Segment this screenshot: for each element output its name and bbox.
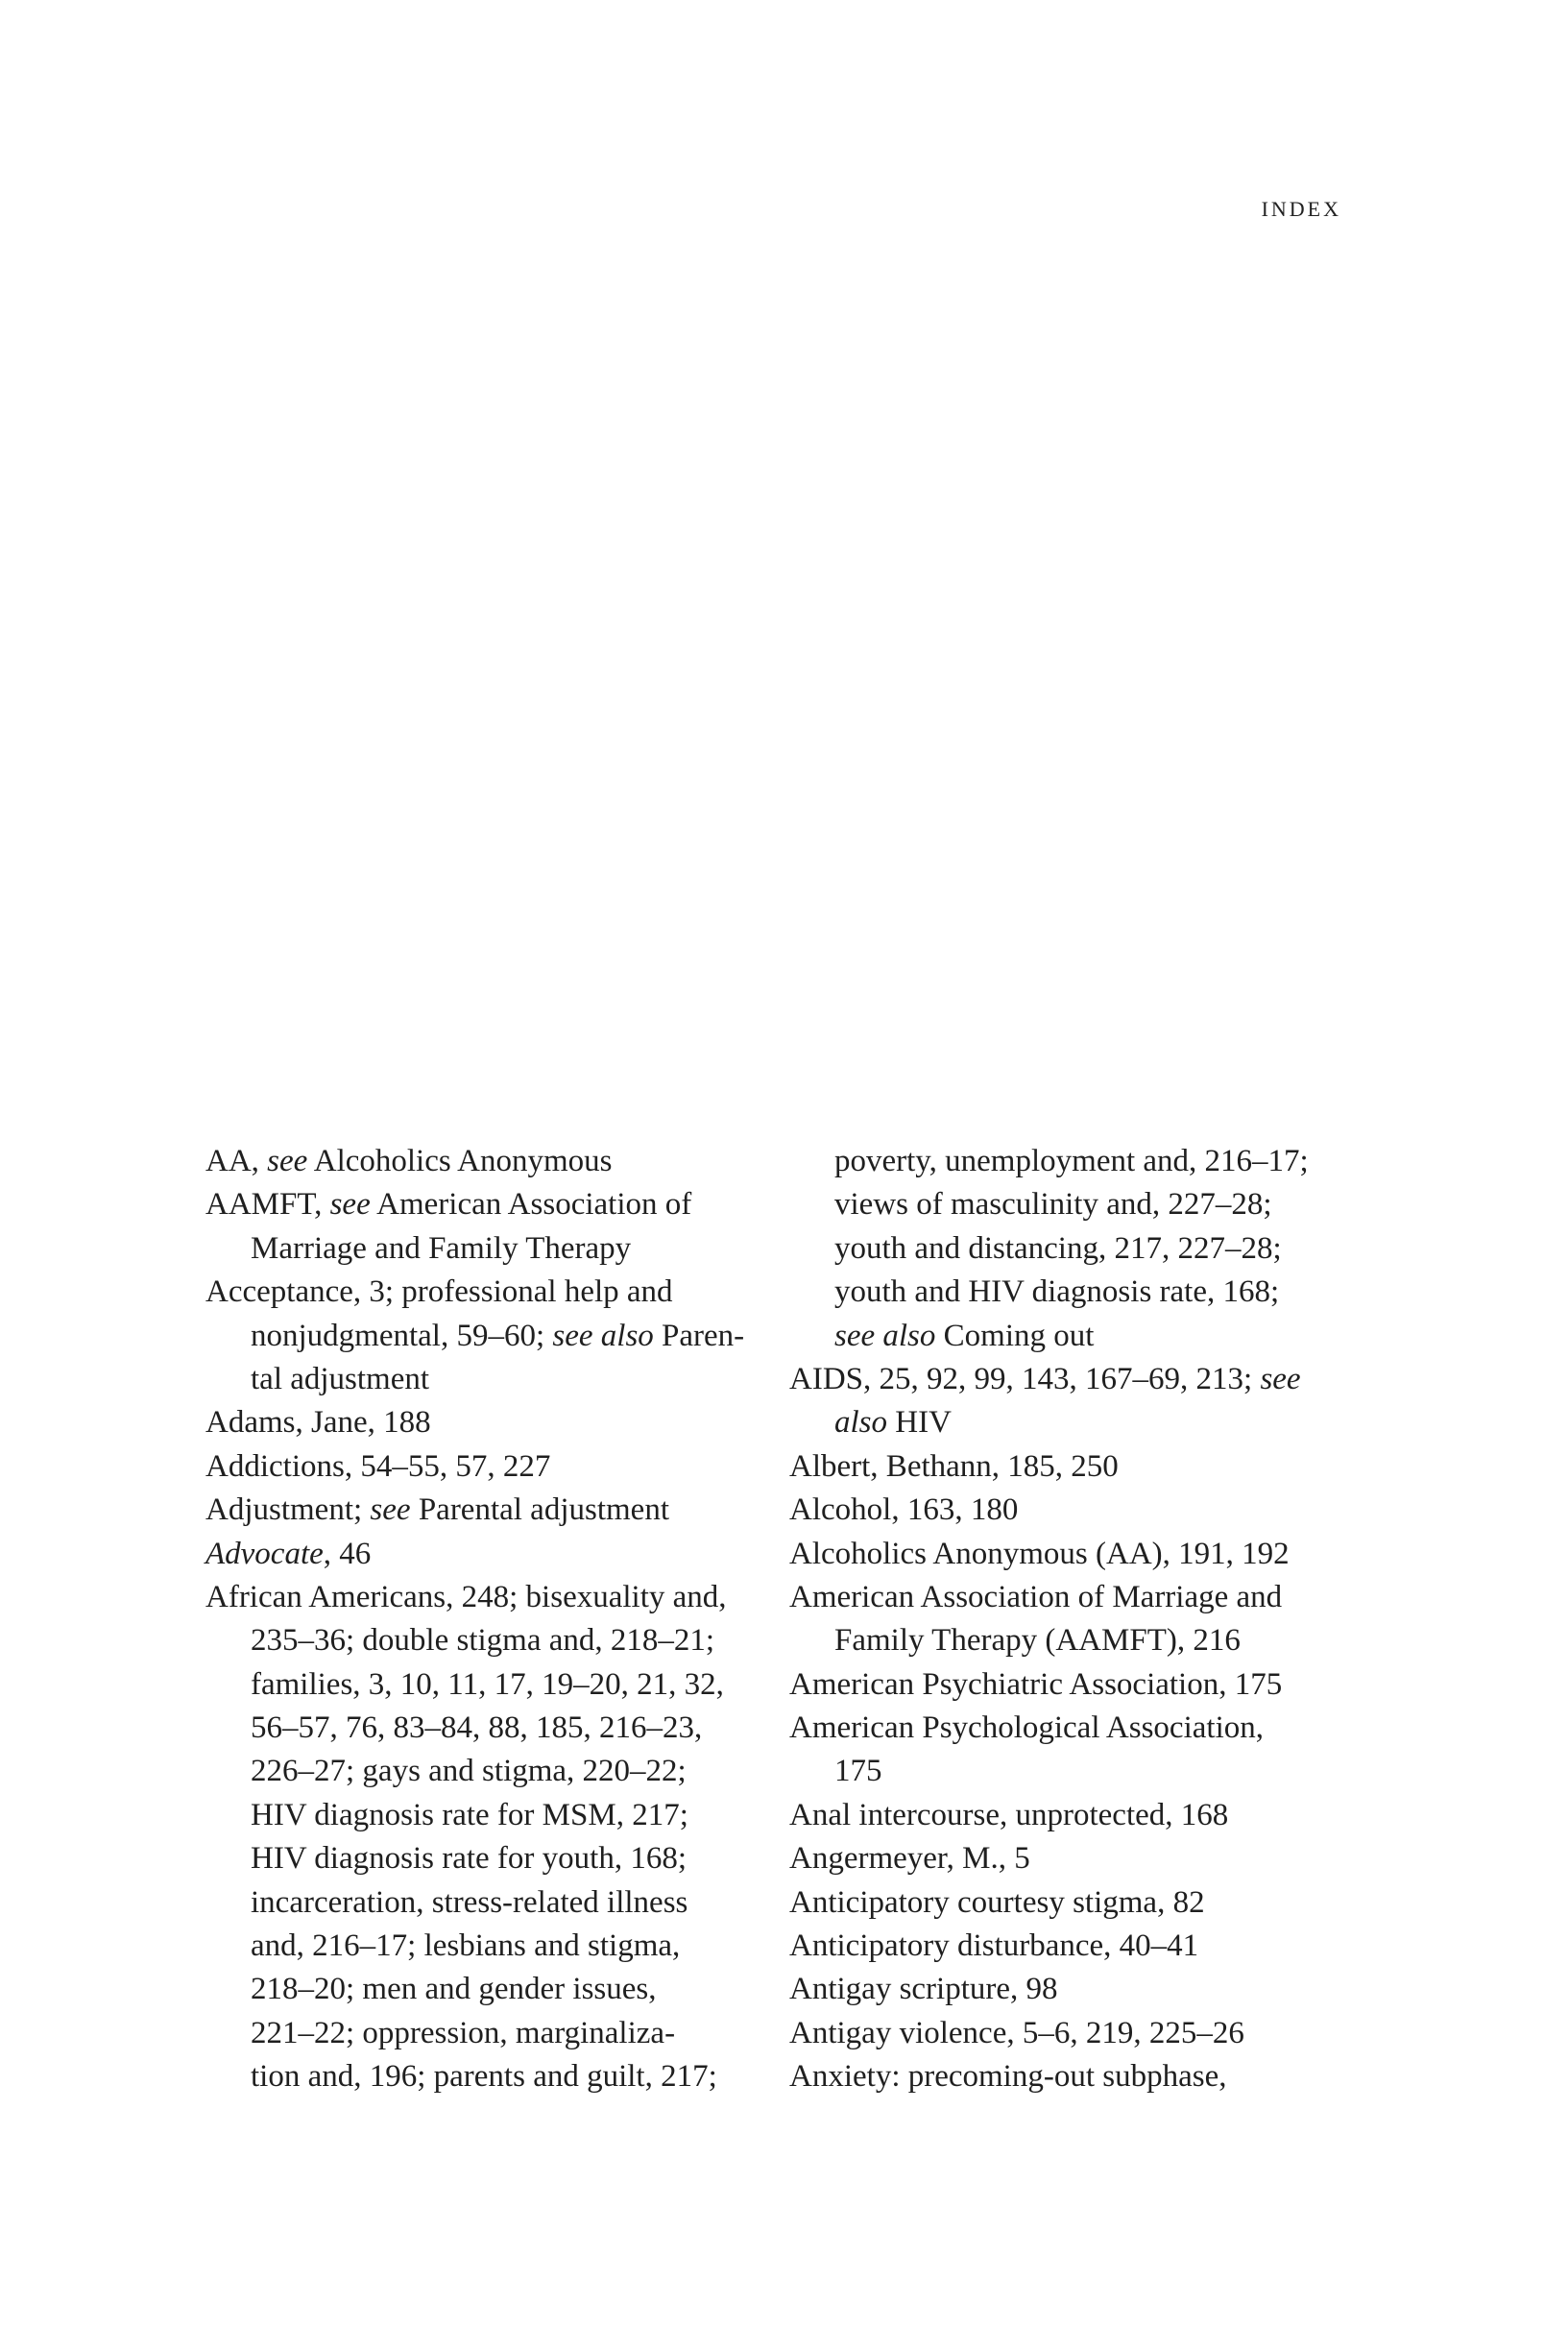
index-italic-text: see also — [552, 1318, 654, 1353]
index-text: Paren- — [653, 1318, 745, 1353]
index-italic-text: see — [1260, 1361, 1301, 1396]
index-line — [789, 1750, 1365, 1793]
index-text: African Americans, 248; bisexuality and, — [205, 1579, 727, 1614]
index-text: HIV diagnosis rate for youth, 168; — [251, 1841, 687, 1877]
index-line — [205, 1271, 753, 1314]
index-line — [205, 1315, 753, 1358]
index-text: 175 — [834, 1754, 882, 1789]
index-line — [789, 1183, 1365, 1226]
index-text: AAMFT, — [205, 1187, 330, 1223]
index-text: nonjudgmental, 59–60; — [251, 1318, 553, 1353]
index-line — [205, 1576, 753, 1619]
index-line — [205, 1619, 753, 1662]
index-text: tal adjustment — [251, 1361, 430, 1396]
index-line — [205, 1445, 753, 1489]
index-line — [789, 1271, 1365, 1314]
index-line — [205, 1881, 753, 1925]
index-text: AIDS, 25, 92, 99, 143, 167–69, 213; — [789, 1361, 1261, 1396]
page-title: index — [1261, 188, 1341, 223]
index-line — [205, 1533, 753, 1576]
index-line — [789, 1925, 1365, 1968]
index-line — [205, 1140, 753, 1183]
index-line — [205, 1925, 753, 1968]
index-line — [205, 1794, 753, 1837]
index-text: Anticipatory disturbance, 40–41 — [789, 1928, 1199, 1964]
index-text: Alcohol, 163, 180 — [789, 1492, 1019, 1528]
index-line — [789, 1401, 1365, 1444]
index-text: , 46 — [323, 1536, 372, 1571]
index-text: 221–22; oppression, marginaliza- — [251, 2015, 676, 2050]
index-line — [205, 1183, 753, 1226]
index-italic-text: see also — [834, 1318, 936, 1353]
index-italic-text: see — [329, 1187, 371, 1223]
index-line — [789, 1576, 1365, 1619]
index-text: American Psychiatric Association, 175 — [789, 1666, 1283, 1702]
index-line — [789, 1837, 1365, 1880]
index-text: AA, — [205, 1144, 268, 1178]
index-text: Alcoholics Anonymous — [307, 1144, 613, 1178]
index-line — [205, 1968, 753, 2011]
index-line — [205, 1358, 753, 1401]
index-line — [205, 1489, 753, 1532]
index-line — [205, 2055, 753, 2098]
index-text: Adams, Jane, 188 — [205, 1405, 431, 1441]
index-text: and, 216–17; lesbians and stigma, — [251, 1928, 681, 1964]
index-line — [789, 1358, 1365, 1401]
index-text: Coming out — [935, 1318, 1095, 1353]
index-text: families, 3, 10, 11, 17, 19–20, 21, 32, — [251, 1666, 724, 1702]
index-line — [205, 1837, 753, 1880]
index-text: American Association of Marriage and — [789, 1579, 1283, 1614]
index-line — [789, 1619, 1365, 1662]
index-line — [789, 1968, 1365, 2011]
index-text: poverty, unemployment and, 216–17; — [834, 1144, 1309, 1178]
index-line — [789, 2055, 1365, 2098]
index-text: Antigay scripture, 98 — [789, 1972, 1058, 2007]
index-text: Anxiety: precoming-out subphase, — [789, 2059, 1227, 2095]
index-line — [789, 1881, 1365, 1925]
index-text: Parental adjustment — [410, 1492, 669, 1528]
index-text: 226–27; gays and stigma, 220–22; — [251, 1754, 687, 1789]
index-line — [789, 1445, 1365, 1489]
index-line — [205, 1707, 753, 1750]
index-line — [789, 1489, 1365, 1532]
index-text: Antigay violence, 5–6, 219, 225–26 — [789, 2015, 1244, 2050]
index-italic-text: also — [834, 1405, 888, 1441]
index-line — [789, 1227, 1365, 1271]
index-line — [789, 1663, 1365, 1707]
index-text: youth and HIV diagnosis rate, 168; — [834, 1274, 1280, 1310]
index-text: Anticipatory courtesy stigma, 82 — [789, 1884, 1205, 1920]
index-text: HIV diagnosis rate for MSM, 217; — [251, 1797, 688, 1832]
index-line — [205, 1750, 753, 1793]
index-text: Adjustment; — [205, 1492, 371, 1528]
index-line — [789, 1707, 1365, 1750]
index-column-right — [789, 1140, 1365, 2099]
index-text: HIV — [887, 1405, 952, 1441]
index-text: American Association of — [370, 1187, 692, 1223]
index-text: views of masculinity and, 227–28; — [834, 1187, 1272, 1223]
index-text: Angermeyer, M., 5 — [789, 1841, 1030, 1877]
index-line — [205, 1401, 753, 1444]
index-line — [205, 2012, 753, 2055]
index-column-left — [205, 1140, 753, 2099]
index-line — [205, 1227, 753, 1271]
index-text: American Psychological Association, — [789, 1710, 1264, 1746]
index-text: 56–57, 76, 83–84, 88, 185, 216–23, — [251, 1710, 703, 1746]
index-line — [789, 1140, 1365, 1183]
index-text: tion and, 196; parents and guilt, 217; — [251, 2059, 717, 2095]
index-text: incarceration, stress-related illness — [251, 1884, 688, 1920]
index-text: Alcoholics Anonymous (AA), 191, 192 — [789, 1536, 1290, 1571]
index-line — [789, 1315, 1365, 1358]
index-text: Albert, Bethann, 185, 250 — [789, 1448, 1119, 1484]
index-text: Marriage and Family Therapy — [251, 1230, 632, 1266]
index-text: Addictions, 54–55, 57, 227 — [205, 1448, 551, 1484]
index-line — [789, 1533, 1365, 1576]
index-line — [205, 1663, 753, 1707]
index-text: 218–20; men and gender issues, — [251, 1972, 657, 2007]
index-text: Anal intercourse, unprotected, 168 — [789, 1797, 1229, 1832]
index-line — [789, 1794, 1365, 1837]
index-text: Acceptance, 3; professional help and — [205, 1274, 673, 1310]
index-text: 235–36; double stigma and, 218–21; — [251, 1623, 715, 1659]
index-line — [789, 2012, 1365, 2055]
index-text: Family Therapy (AAMFT), 216 — [834, 1623, 1241, 1659]
index-italic-text: see — [267, 1144, 308, 1178]
index-text: youth and distancing, 217, 227–28; — [834, 1230, 1282, 1266]
index-italic-text: Advocate — [205, 1536, 324, 1571]
index-italic-text: see — [370, 1492, 411, 1528]
